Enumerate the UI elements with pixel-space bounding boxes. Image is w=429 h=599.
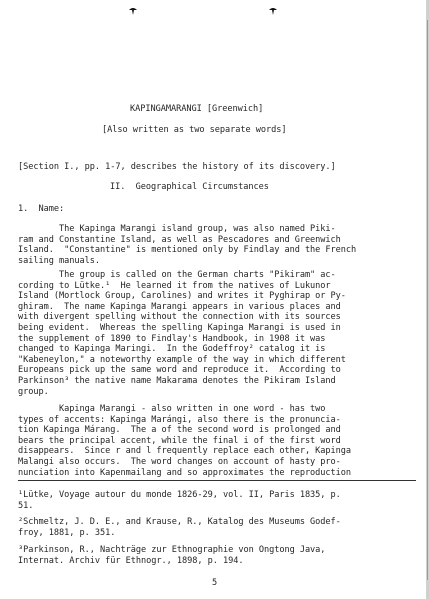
footnote-line: ³Parkinson, R., Nachträge zur Ethnographie von Ongtong Java, <box>18 545 326 555</box>
footnote-1 <box>18 490 416 511</box>
paragraph-line: bears the principal accent, while the final i of the first word <box>18 435 341 446</box>
paragraph-line: nunciation into Kapenmailang and so approximates the reproduction <box>18 467 352 478</box>
paragraph-line: Island. "Constantine" is mentioned only by Findlay and the French <box>18 245 357 256</box>
paragraph-2 <box>18 270 416 397</box>
punch-hole-mark-right <box>268 6 278 16</box>
footnote-line: Internat. Archiv für Ethnogr., 1898, p. 194. <box>18 555 244 566</box>
paragraph-line: Kapinga Marangi - also written in one word - has two <box>18 404 326 414</box>
paragraph-line: "Kabeneylon," a noteworthy example of the way in which different <box>18 354 346 365</box>
punch-hole-mark-left <box>128 6 138 16</box>
paragraph-line: tion Kapinga Márang. The a of the second word is prolonged and <box>18 425 341 436</box>
section-note: [Section I., pp. 1-7, describes the history of its discovery.] <box>18 162 336 172</box>
footnote-divider <box>18 480 416 481</box>
footnote-line: ²Schmeltz, J. D. E., and Krause, R., Katalog des Museums Godef- <box>18 517 341 527</box>
paragraph-line: Malangi also occurs. The word changes on account of hasty pro- <box>18 456 341 467</box>
footnote-2 <box>18 517 416 538</box>
footnote-line: froy, 1881, p. 351. <box>18 527 116 538</box>
paragraph-line: disappears. Since r and l frequently replace each other, Kapinga <box>18 446 352 457</box>
paragraph-line: changed to Kapinga Maringi. In the Godeffroy² catalog it is <box>18 344 326 355</box>
paragraph-1 <box>18 224 416 266</box>
paragraph-line: with divergent spelling without the connection with its sources <box>18 312 341 323</box>
footnote-line: 51. <box>18 500 34 511</box>
paragraph-line: sailing manuals. <box>18 255 100 266</box>
page-number: 5 <box>212 578 218 588</box>
paragraph-line: Island (Mortlock Group, Carolines) and writes it Pyghirap or Py- <box>18 291 346 302</box>
document-title: KAPINGAMARANGI [Greenwich] <box>130 104 264 114</box>
section-heading: II. Geographical Circumstances <box>110 182 269 192</box>
paragraph-line: ghiram. The name Kapinga Marangi appears in various places and <box>18 301 341 312</box>
paragraph-line: types of accents: Kapinga Marángi, also there is the pronuncia- <box>18 414 341 425</box>
paragraph-line: The group is called on the German charts "Pikiram" ac- <box>18 270 336 280</box>
document-subtitle: [Also written as two separate words] <box>102 125 287 135</box>
subsection-heading: 1. Name: <box>18 204 65 214</box>
footnote-line: ¹Lütke, Voyage autour du monde 1826-29, vol. II, Paris 1835, p. <box>18 490 341 500</box>
paragraph-line: The Kapinga Marangi island group, was also named Piki- <box>18 224 336 234</box>
paragraph-line: ram and Constantine Island, as well as Pescadores and Greenwich <box>18 234 341 245</box>
paragraph-line: being evident. Whereas the spelling Kapinga Marangi is used in <box>18 322 341 333</box>
paragraph-3 <box>18 404 416 478</box>
paragraph-line: Parkinson³ the native name Makarama denotes the Pikiram Island <box>18 375 336 386</box>
footnote-3 <box>18 545 416 566</box>
page-edge-line <box>427 20 428 580</box>
paragraph-line: cording to Lütke.¹ He learned it from the natives of Lukunor <box>18 280 331 291</box>
paragraph-line: group. <box>18 386 49 397</box>
paragraph-line: the supplement of 1890 to Findlay's Handbook, in 1908 it was <box>18 333 326 344</box>
paragraph-line: Europeans pick up the same word and reproduce it. According to <box>18 365 341 376</box>
